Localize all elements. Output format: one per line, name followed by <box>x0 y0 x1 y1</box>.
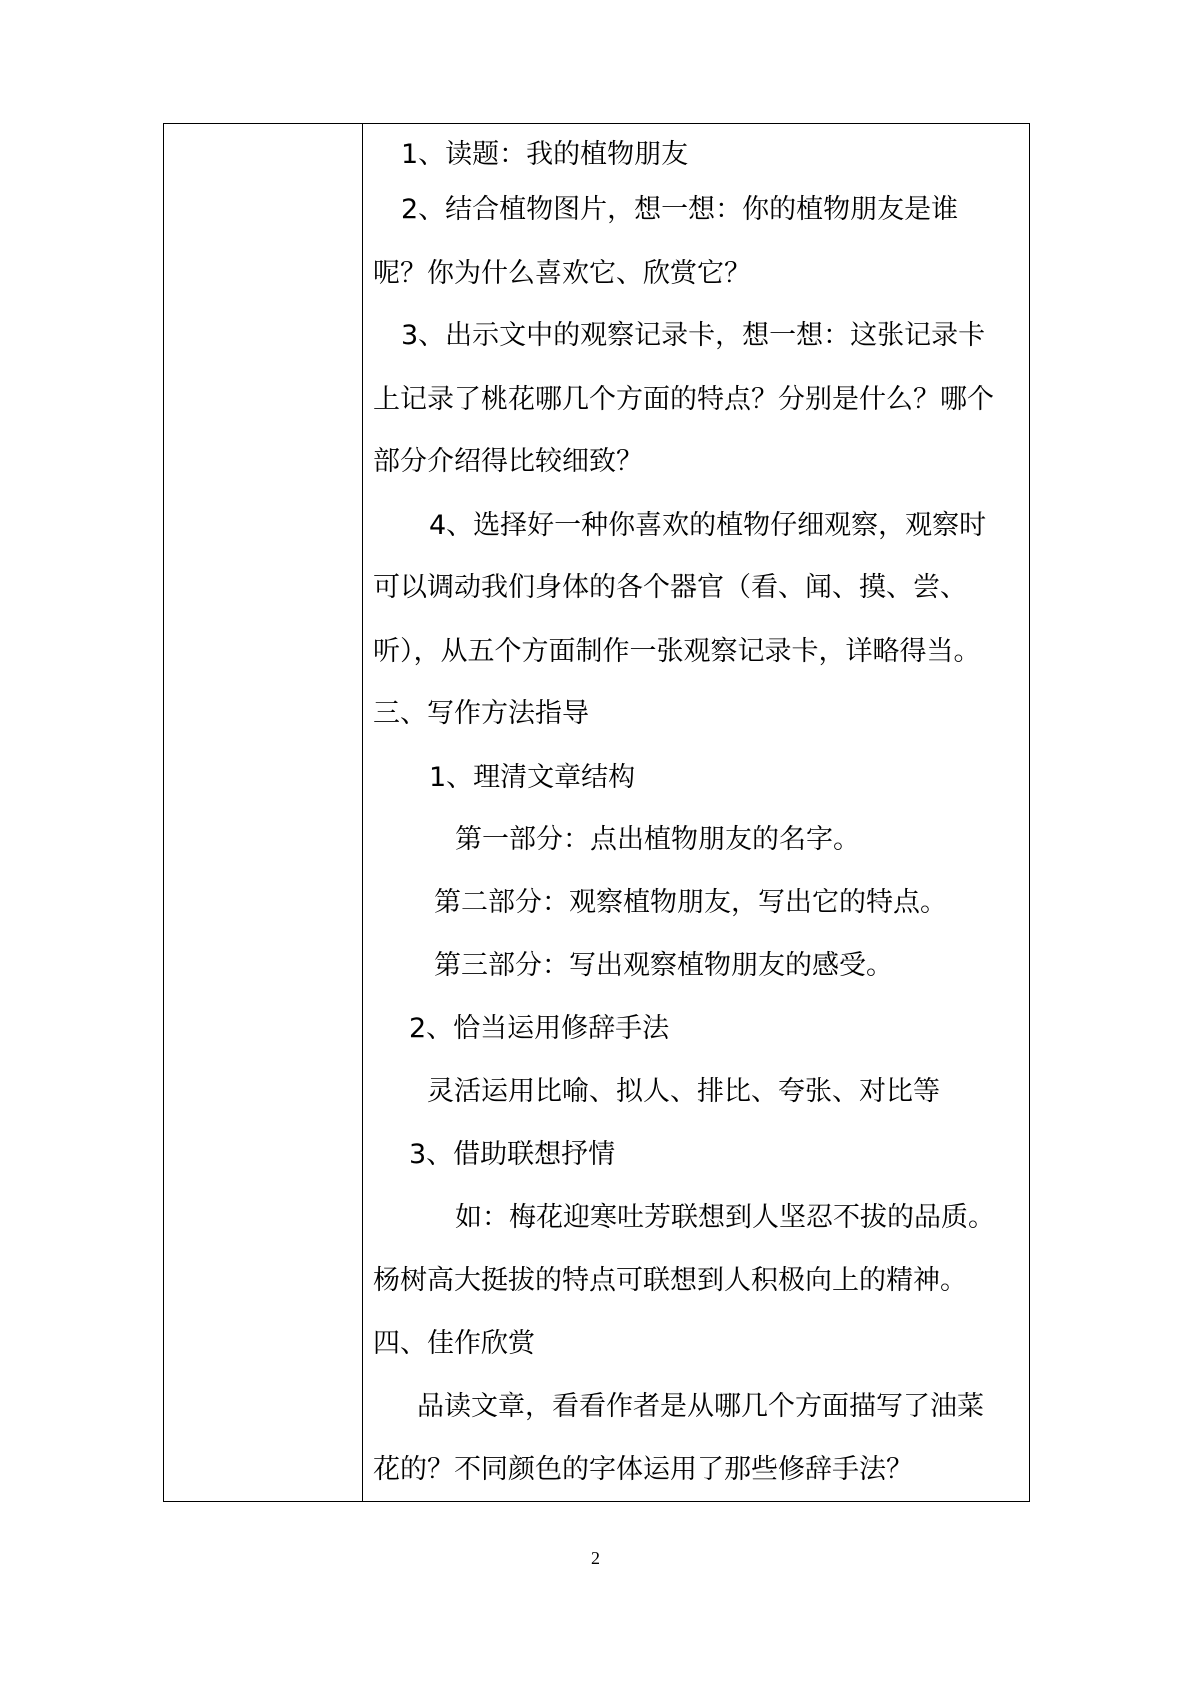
text-line: 如：梅花迎寒吐芳联想到人坚忍不拔的品质。 <box>455 1202 995 1233</box>
text-line: 可以调动我们身体的各个器官（看、闻、摸、尝、 <box>373 572 967 603</box>
text-line: 4、选择好一种你喜欢的植物仔细观察，观察时 <box>429 510 987 541</box>
table-right-cell <box>363 124 1029 1501</box>
table-left-cell <box>164 124 363 1501</box>
text-line: 3、出示文中的观察记录卡，想一想：这张记录卡 <box>401 320 986 351</box>
text-line: 部分介绍得比较细致？ <box>373 446 643 477</box>
text-line: 1、读题：我的植物朋友 <box>401 139 689 170</box>
text-line: 第三部分：写出观察植物朋友的感受。 <box>434 950 893 981</box>
page-number: 2 <box>591 1548 600 1568</box>
text-line: 品读文章，看看作者是从哪几个方面描写了油菜 <box>417 1391 984 1422</box>
text-line: 2、恰当运用修辞手法 <box>409 1013 670 1044</box>
section-heading: 四、佳作欣赏 <box>373 1328 535 1359</box>
text-line: 1、理清文章结构 <box>429 762 636 793</box>
text-line: 杨树高大挺拔的特点可联想到人积极向上的精神。 <box>373 1265 967 1296</box>
text-line: 灵活运用比喻、拟人、排比、夸张、对比等 <box>427 1076 940 1107</box>
text-line: 听），从五个方面制作一张观察记录卡，详略得当。 <box>373 636 981 667</box>
text-line: 第一部分：点出植物朋友的名字。 <box>455 824 860 855</box>
text-line: 花的？不同颜色的字体运用了那些修辞手法？ <box>373 1454 913 1485</box>
text-line: 呢？你为什么喜欢它、欣赏它？ <box>373 258 751 289</box>
section-heading: 三、写作方法指导 <box>373 698 589 729</box>
text-line: 3、借助联想抒情 <box>409 1139 616 1170</box>
content-table <box>163 123 1030 1502</box>
text-line: 第二部分：观察植物朋友，写出它的特点。 <box>434 887 947 918</box>
text-line: 上记录了桃花哪几个方面的特点？分别是什么？哪个 <box>373 384 994 415</box>
text-line: 2、结合植物图片，想一想：你的植物朋友是谁 <box>401 194 959 225</box>
